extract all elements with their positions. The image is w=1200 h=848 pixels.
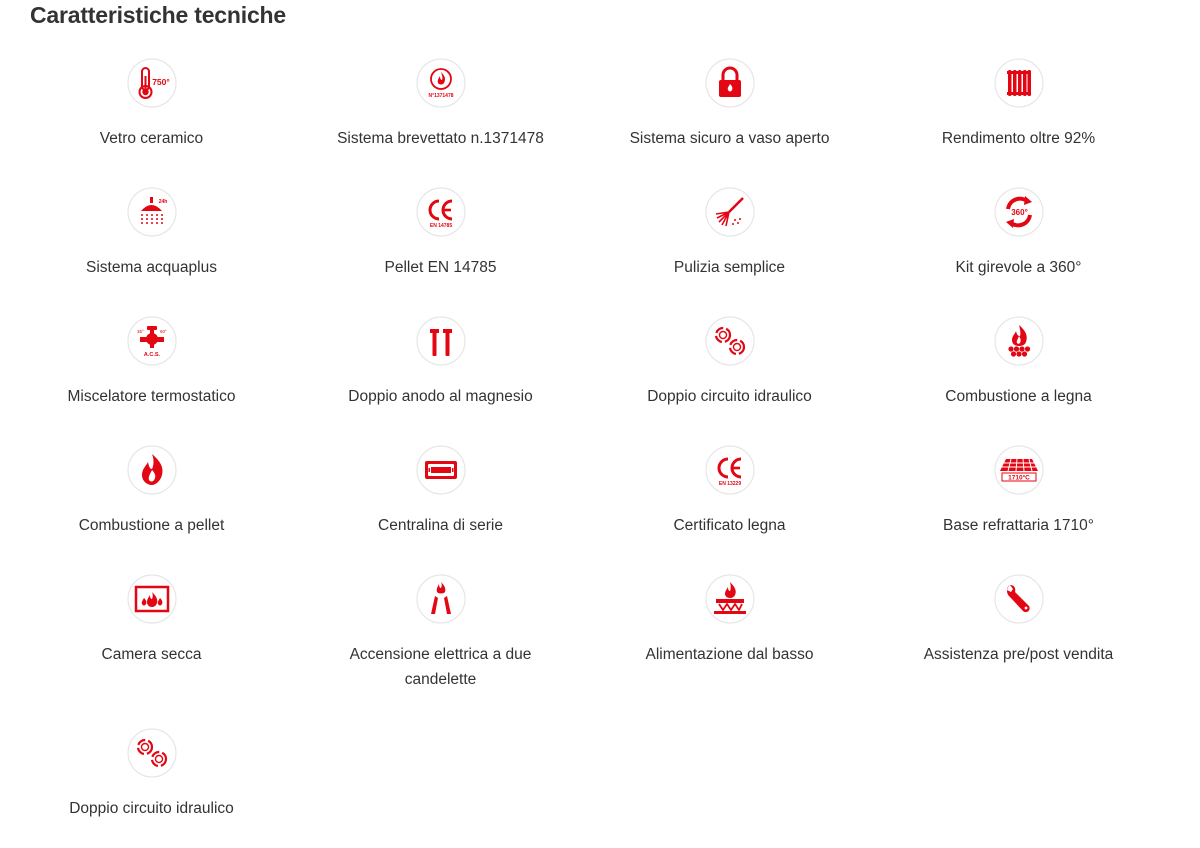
feature-label: Kit girevole a 360° — [955, 259, 1082, 276]
shower-24h-icon — [127, 187, 177, 237]
feature-label: Centralina di serie — [378, 517, 503, 534]
feature-label: Combustione a pellet — [78, 517, 225, 534]
ce-en13229-text: EN 13229 — [718, 481, 741, 487]
feature-label: Sistema acquaplus — [86, 259, 217, 276]
feature-label: Camera secca — [101, 646, 202, 663]
radiator-icon — [994, 58, 1044, 108]
feature-item — [296, 58, 585, 187]
feature-item — [296, 187, 585, 316]
dry-chamber-icon — [127, 574, 177, 624]
features-grid — [7, 58, 1163, 848]
feature-label: Accensione elettrica a due candelette — [349, 646, 532, 688]
feature-label: Combustione a legna — [945, 388, 1092, 405]
double-circuit-icon — [705, 316, 755, 366]
ce-en14785-text: EN 14785 — [429, 223, 452, 229]
feature-label: Certificato legna — [673, 517, 786, 534]
ce-mark-icon — [705, 445, 755, 495]
feature-label: Pellet EN 14785 — [384, 259, 497, 276]
feature-item — [585, 187, 874, 316]
feature-label: Assistenza pre/post vendita — [923, 646, 1114, 663]
feature-item — [874, 187, 1163, 316]
mixer-acs-text: A.C.S. — [143, 352, 160, 358]
thermometer-750-icon — [127, 58, 177, 108]
feature-item — [585, 316, 874, 445]
double-circuit-icon — [127, 728, 177, 778]
lock-icon — [705, 58, 755, 108]
feature-label: Rendimento oltre 92% — [941, 130, 1096, 147]
feature-item — [7, 445, 296, 574]
feature-item — [7, 728, 296, 848]
rotate-360-text: 360° — [1010, 208, 1028, 217]
ce-mark-icon — [416, 187, 466, 237]
refractory-base-icon — [994, 445, 1044, 495]
flame-icon — [127, 445, 177, 495]
feature-item — [296, 445, 585, 574]
rake-icon — [705, 187, 755, 237]
feature-label: Doppio circuito idraulico — [647, 388, 812, 405]
feature-item — [874, 58, 1163, 187]
patent-number-text: N°1371478 — [427, 93, 454, 99]
shower-24h-text: 24h — [158, 199, 167, 205]
section-title: Caratteristiche tecniche — [30, 2, 286, 28]
feature-label: Doppio circuito idraulico — [69, 800, 234, 817]
wrench-icon — [994, 574, 1044, 624]
feature-item — [7, 58, 296, 187]
thermometer-750-text: 750° — [151, 77, 170, 87]
feature-item — [7, 316, 296, 445]
feature-label: Alimentazione dal basso — [645, 646, 814, 663]
wood-fire-icon — [994, 316, 1044, 366]
feature-item — [585, 574, 874, 728]
feature-item — [874, 445, 1163, 574]
feature-item — [585, 445, 874, 574]
mixer-valve-icon — [127, 316, 177, 366]
feature-label: Miscelatore termostatico — [67, 388, 236, 405]
feature-item — [296, 574, 585, 728]
rotate-360-icon — [994, 187, 1044, 237]
anodes-icon — [416, 316, 466, 366]
feature-label: Doppio anodo al magnesio — [348, 388, 533, 405]
patent-flame-icon — [416, 58, 466, 108]
feature-item — [7, 574, 296, 728]
refractory-1710-text: 1710°C — [1007, 474, 1030, 482]
spark-plugs-icon — [416, 574, 466, 624]
feature-label: Sistema brevettato n.1371478 — [337, 130, 544, 147]
feature-item — [585, 58, 874, 187]
feature-label: Pulizia semplice — [673, 259, 786, 276]
feature-item — [874, 574, 1163, 728]
feature-item — [874, 316, 1163, 445]
feature-label: Sistema sicuro a vaso aperto — [629, 130, 830, 147]
feature-label: Vetro ceramico — [99, 130, 204, 147]
svg-text:60°: 60° — [159, 329, 167, 334]
feature-label: Base refrattaria 1710° — [943, 517, 1094, 534]
feature-item — [296, 316, 585, 445]
control-panel-icon — [416, 445, 466, 495]
svg-text:35°: 35° — [136, 329, 144, 334]
feature-item — [7, 187, 296, 316]
bottom-feed-icon — [705, 574, 755, 624]
